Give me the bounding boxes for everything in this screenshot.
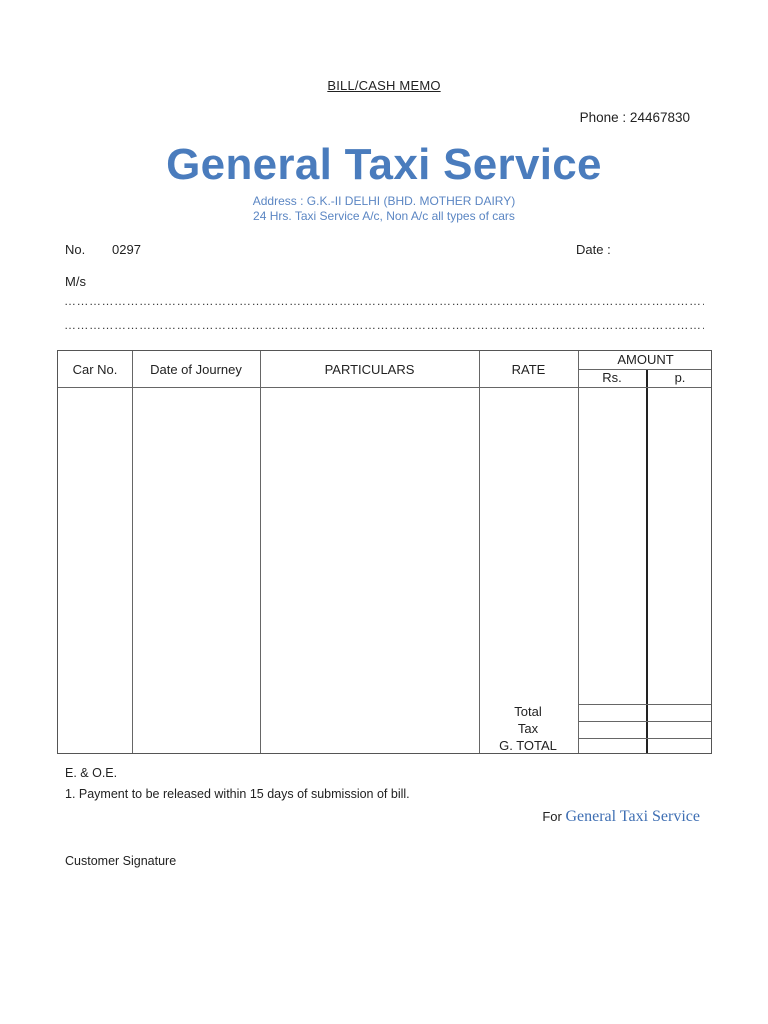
col-header-amount: AMOUNT [617,352,674,367]
company-tagline: 24 Hrs. Taxi Service A/c, Non A/c all types of cars [253,209,515,223]
company-address: Address : G.K.-II DELHI (BHD. MOTHER DAIRY) [252,194,516,208]
bill-table [57,350,712,754]
col-header-paise: p. [674,370,686,385]
customer-address-dotted-line [64,318,704,332]
col-header-car-no: Car No. [72,361,118,377]
grand-total-label: G. TOTAL [499,738,557,753]
ms-label: M/s [65,274,86,289]
customer-signature-label: Customer Signature [65,854,177,868]
eoe-note: E. & O.E. [65,766,118,780]
total-label: Total [514,704,542,719]
company-name: General Taxi Service [166,140,602,189]
bill-number-label: No. [65,242,86,257]
column-divider [260,351,261,753]
total-row-line [578,704,711,705]
document-title: BILL/CASH MEMO [327,78,441,93]
tax-label: Tax [517,721,539,736]
column-divider [578,351,579,753]
column-divider [132,351,133,753]
rs-p-divider [646,369,648,753]
for-company-name: General Taxi Service [565,808,700,825]
header-divider [58,387,711,388]
column-divider [479,351,480,753]
col-header-particulars: PARTICULARS [324,361,415,377]
tax-row-line [578,721,711,722]
payment-terms: 1. Payment to be released within 15 days of submission of bill. [65,787,410,801]
col-header-rate: RATE [511,361,546,377]
grand-total-row-line [578,738,711,739]
customer-name-dotted-line [64,294,704,308]
phone-number: Phone : 24467830 [579,110,690,125]
col-header-date-of-journey: Date of Journey [150,361,242,377]
bill-number-value: 0297 [112,242,141,257]
col-header-rs: Rs. [602,370,622,385]
for-company-line [542,808,700,826]
for-prefix: For [542,809,562,824]
date-label: Date : [576,242,611,257]
